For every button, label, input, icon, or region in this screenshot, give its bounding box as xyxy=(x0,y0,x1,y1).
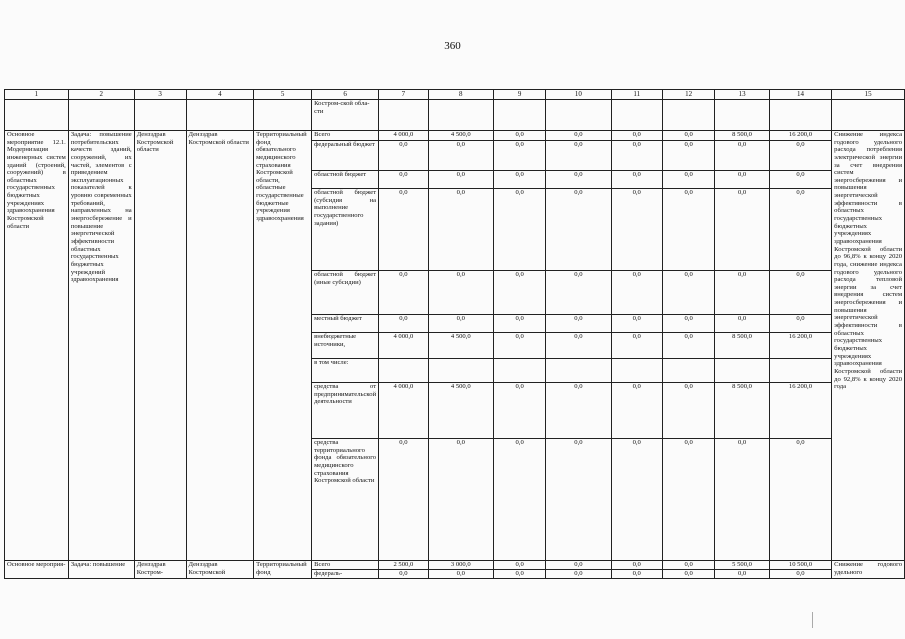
funding-value-cell: 0,0 xyxy=(769,141,831,171)
funding-value-cell: 5 500,0 xyxy=(715,561,769,570)
funding-value-cell: 0,0 xyxy=(662,131,714,141)
funding-value-cell: 3 000,0 xyxy=(428,561,493,570)
funding-source-label: средства территориального фонда обязательного медицинского страхования Костромской области xyxy=(312,439,379,561)
measure-name-cell: Основное мероприятие 12.1. Модернизация инженерных систем зданий (строений, сооружений) в областных государственных бюджетных учреждениях здравоохранения Костромской области xyxy=(5,131,69,561)
funding-value-cell: 0,0 xyxy=(715,439,769,561)
funding-value-cell: 0,0 xyxy=(428,189,493,271)
funding-value-cell: 0,0 xyxy=(662,561,714,570)
column-number-header: 6 xyxy=(312,90,379,100)
column-number-header: 5 xyxy=(254,90,312,100)
funding-value-cell xyxy=(715,359,769,383)
funding-value-cell: 0,0 xyxy=(546,271,611,315)
funding-value-cell: 0,0 xyxy=(379,141,429,171)
funding-value-cell: 0,0 xyxy=(546,171,611,189)
expected-result-cell: Снижение индекса годового удельного расхода потребления электрической энергии за счет внедрения систем энергосбережения и повышения энергетической эффективности в областных государственных бюджетных учреждениях здравоохранения Костромской области до 96,8% к концу 2020 года, снижение индекса годового удельного расхода тепловой энергии за счет внедрения систем энергосбережения и повышения энергетической эффективности в областных государственных бюджетных учреждениях здравоохранения Костромской области до 92,8% к концу 2020 года xyxy=(832,131,905,561)
funding-value-cell: 0,0 xyxy=(769,189,831,271)
coexecutor-cell: Дензздрав Костромской xyxy=(186,561,254,579)
funding-value-cell xyxy=(769,359,831,383)
column-number-header: 4 xyxy=(186,90,254,100)
column-number-header: 12 xyxy=(662,90,714,100)
task-cell: Задача: повышение xyxy=(68,561,134,579)
column-number-header: 10 xyxy=(546,90,611,100)
funding-source-label: в том числе: xyxy=(312,359,379,383)
funding-value-cell: 0,0 xyxy=(662,315,714,333)
funding-value-cell: 0,0 xyxy=(662,141,714,171)
funding-value-cell: 4 000,0 xyxy=(379,131,429,141)
funding-value-cell: 0,0 xyxy=(493,271,545,315)
budget-table xyxy=(4,89,905,579)
funding-value-cell: 0,0 xyxy=(379,189,429,271)
funding-source-label: Всего xyxy=(312,131,379,141)
funding-value-cell: 0,0 xyxy=(546,570,611,579)
empty-cell xyxy=(611,100,662,131)
funding-value-cell: 0,0 xyxy=(379,315,429,333)
funding-source-label: областной бюджет (иные субсидии) xyxy=(312,271,379,315)
funding-value-cell: 0,0 xyxy=(546,141,611,171)
funding-value-cell: 0,0 xyxy=(611,141,662,171)
funding-value-cell: 0,0 xyxy=(662,189,714,271)
empty-cell xyxy=(134,100,186,131)
funding-value-cell: 0,0 xyxy=(428,439,493,561)
funding-value-cell: 0,0 xyxy=(611,271,662,315)
coexecutor-cell: Дензздрав Костромской области xyxy=(186,131,254,561)
empty-cell xyxy=(715,100,769,131)
funding-value-cell: 0,0 xyxy=(493,570,545,579)
funding-value-cell: 0,0 xyxy=(769,271,831,315)
funding-value-cell: 0,0 xyxy=(493,383,545,439)
funding-value-cell: 0,0 xyxy=(715,189,769,271)
funding-value-cell: 0,0 xyxy=(428,570,493,579)
empty-cell xyxy=(546,100,611,131)
funding-value-cell: 0,0 xyxy=(611,171,662,189)
funding-value-cell: 0,0 xyxy=(493,333,545,359)
funding-value-cell: 0,0 xyxy=(769,171,831,189)
funding-source-label: Всего xyxy=(312,561,379,570)
empty-cell xyxy=(68,100,134,131)
funding-value-cell: 8 500,0 xyxy=(715,131,769,141)
funding-value-cell: 0,0 xyxy=(611,570,662,579)
column-number-header: 7 xyxy=(379,90,429,100)
empty-cell xyxy=(379,100,429,131)
funding-value-cell: 4 500,0 xyxy=(428,333,493,359)
funding-value-cell: 0,0 xyxy=(662,333,714,359)
empty-cell xyxy=(832,100,905,131)
funding-source-label: внебюджетные источники, xyxy=(312,333,379,359)
funding-value-cell: 0,0 xyxy=(611,561,662,570)
column-number-header: 11 xyxy=(611,90,662,100)
funding-value-cell: 0,0 xyxy=(611,189,662,271)
empty-cell xyxy=(769,100,831,131)
funding-value-cell: 0,0 xyxy=(493,189,545,271)
empty-cell xyxy=(493,100,545,131)
funding-value-cell: 0,0 xyxy=(546,315,611,333)
column-number-header: 2 xyxy=(68,90,134,100)
table-row xyxy=(5,131,905,141)
funding-value-cell: 0,0 xyxy=(493,315,545,333)
funding-value-cell: 0,0 xyxy=(662,383,714,439)
funding-value-cell: 0,0 xyxy=(493,131,545,141)
empty-cell xyxy=(254,100,312,131)
participants-cell: Территориальный фонд обязательного медицинского страхования Костромской области, областные государственные бюджетные учреждения здравоохранения xyxy=(254,131,312,561)
funding-value-cell: 0,0 xyxy=(546,383,611,439)
funding-value-cell: 0,0 xyxy=(769,570,831,579)
funding-value-cell: 8 500,0 xyxy=(715,383,769,439)
empty-cell xyxy=(186,100,254,131)
responsible-cell: Дензздрав Костром- xyxy=(134,561,186,579)
funding-value-cell: 2 500,0 xyxy=(379,561,429,570)
funding-value-cell xyxy=(428,359,493,383)
funding-value-cell: 0,0 xyxy=(715,271,769,315)
funding-value-cell: 0,0 xyxy=(428,141,493,171)
empty-cell xyxy=(5,100,69,131)
funding-value-cell: 0,0 xyxy=(611,383,662,439)
table-header-row xyxy=(5,90,905,100)
column-number-header: 15 xyxy=(832,90,905,100)
continuation-row xyxy=(5,100,905,131)
funding-value-cell: 0,0 xyxy=(379,570,429,579)
funding-value-cell: 0,0 xyxy=(611,333,662,359)
funding-source-label: средства от предпринимательской деятельности xyxy=(312,383,379,439)
column-number-header: 8 xyxy=(428,90,493,100)
funding-source-label: областной бюджет (субсидия на выполнение государственного задания) xyxy=(312,189,379,271)
expected-result-cell: Снижение годового удельного xyxy=(832,561,905,579)
column-number-header: 13 xyxy=(715,90,769,100)
funding-value-cell: 0,0 xyxy=(493,561,545,570)
funding-value-cell: 0,0 xyxy=(769,439,831,561)
funding-source-label: областной бюджет xyxy=(312,171,379,189)
page-number: 360 xyxy=(444,40,461,52)
funding-value-cell: 0,0 xyxy=(715,315,769,333)
funding-value-cell: 0,0 xyxy=(493,439,545,561)
scan-artifact-line xyxy=(812,612,813,628)
funding-value-cell: 16 200,0 xyxy=(769,333,831,359)
column-number-header: 14 xyxy=(769,90,831,100)
task-cell: Задача: повышение потребительских качеств зданий, сооружений, их частей, элементов с приведением эксплуатационных показателей к уровню современных требований, направленных на энергосбережение и повышение энергетической эффективности областных государственных бюджетных учреждений здравоохранения xyxy=(68,131,134,561)
funding-source-label: федеральный бюджет xyxy=(312,141,379,171)
funding-value-cell: 4 500,0 xyxy=(428,131,493,141)
funding-value-cell: 0,0 xyxy=(715,171,769,189)
funding-value-cell: 10 500,0 xyxy=(769,561,831,570)
participants-cell: Территориальный фонд xyxy=(254,561,312,579)
funding-value-cell: 0,0 xyxy=(715,141,769,171)
funding-value-cell: 4 000,0 xyxy=(379,383,429,439)
funding-value-cell: 0,0 xyxy=(662,171,714,189)
funding-value-cell: 0,0 xyxy=(493,171,545,189)
funding-value-cell: 0,0 xyxy=(493,141,545,171)
funding-value-cell: 0,0 xyxy=(546,333,611,359)
funding-value-cell xyxy=(379,359,429,383)
funding-value-cell xyxy=(662,359,714,383)
funding-value-cell: 8 500,0 xyxy=(715,333,769,359)
column-number-header: 1 xyxy=(5,90,69,100)
funding-value-cell: 0,0 xyxy=(428,171,493,189)
column-number-header: 3 xyxy=(134,90,186,100)
funding-value-cell: 0,0 xyxy=(715,570,769,579)
funding-value-cell: 0,0 xyxy=(428,271,493,315)
responsible-cell: Дензздрав Костромской области xyxy=(134,131,186,561)
funding-value-cell: 4 500,0 xyxy=(428,383,493,439)
funding-value-cell xyxy=(546,359,611,383)
funding-value-cell: 0,0 xyxy=(611,131,662,141)
funding-value-cell: 0,0 xyxy=(379,439,429,561)
funding-value-cell xyxy=(611,359,662,383)
funding-value-cell: 0,0 xyxy=(769,315,831,333)
funding-value-cell: 16 200,0 xyxy=(769,131,831,141)
funding-value-cell: 0,0 xyxy=(379,171,429,189)
funding-value-cell: 0,0 xyxy=(546,131,611,141)
funding-value-cell: 0,0 xyxy=(662,570,714,579)
funding-value-cell xyxy=(493,359,545,383)
measure-name-cell: Основное мероприя- xyxy=(5,561,69,579)
funding-value-cell: 4 000,0 xyxy=(379,333,429,359)
funding-value-cell: 0,0 xyxy=(428,315,493,333)
funding-value-cell: 0,0 xyxy=(546,439,611,561)
column-number-header: 9 xyxy=(493,90,545,100)
funding-value-cell: 0,0 xyxy=(546,561,611,570)
empty-cell xyxy=(428,100,493,131)
funding-value-cell: 0,0 xyxy=(611,439,662,561)
funding-value-cell: 0,0 xyxy=(662,271,714,315)
funding-value-cell: 0,0 xyxy=(611,315,662,333)
empty-cell xyxy=(662,100,714,131)
continuation-cell: Костром-ской обла-сти xyxy=(312,100,379,131)
funding-value-cell: 16 200,0 xyxy=(769,383,831,439)
funding-value-cell: 0,0 xyxy=(546,189,611,271)
funding-source-label: местный бюджет xyxy=(312,315,379,333)
funding-value-cell: 0,0 xyxy=(379,271,429,315)
funding-source-label: федераль- xyxy=(312,570,379,579)
funding-value-cell: 0,0 xyxy=(662,439,714,561)
table-row xyxy=(5,561,905,570)
